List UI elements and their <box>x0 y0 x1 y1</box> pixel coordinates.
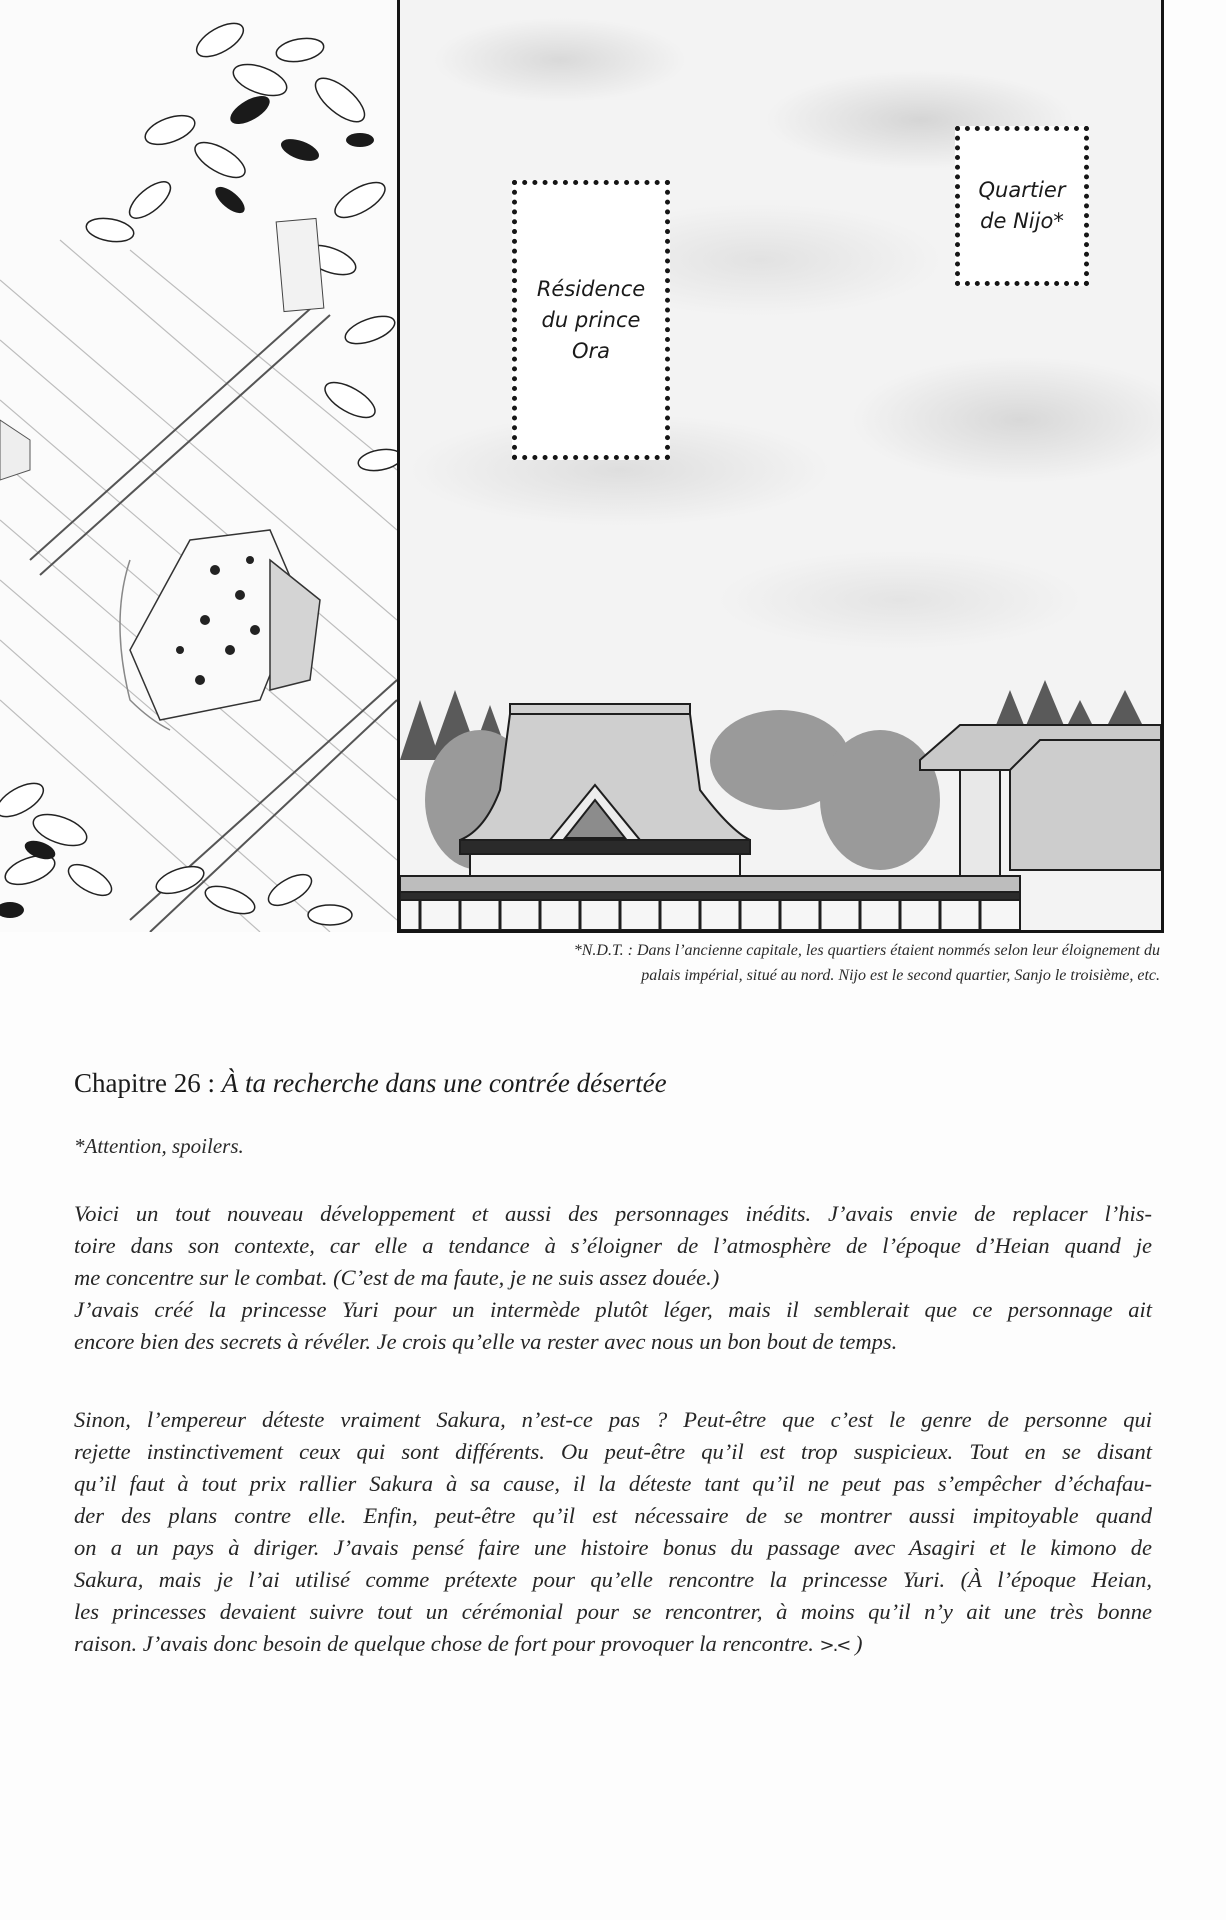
spoiler-warning: *Attention, spoilers. <box>74 1134 244 1158</box>
side-halls <box>920 725 1161 880</box>
paragraph-line-text: raison. J’avais donc besoin de quelque chose de fort pour provoquer la rencontre. <box>74 1631 814 1656</box>
chapter-title: À ta recherche dans une contrée désertée <box>221 1068 667 1098</box>
paragraph-line: rejette instinctivement ceux qui sont différents. Ou peut-être qu’il est trop suspicieux. Tout en se disant <box>74 1439 1152 1464</box>
closing-paren: ) <box>849 1631 863 1656</box>
paragraph-last-line <box>74 1628 1152 1662</box>
footnote-line-2: palais impérial, situé au nord. Nijo est le second quartier, Sanjo le troisième, etc. <box>641 967 1160 984</box>
leaves-top <box>84 17 397 474</box>
paragraph-line: Sakura, mais je l’ai utilisé comme prétexte pour qu’elle rencontre la princesse Yuri. (À l’époque Heian, <box>74 1567 1152 1592</box>
right-illustration-panel <box>397 0 1164 933</box>
chapter-separator: : <box>200 1068 222 1098</box>
emoticon: >.< <box>819 1635 850 1656</box>
paragraph-line: qu’il faut à tout prix rallier Sakura à sa cause, il la déteste tant qu’il ne peut pas s’empêcher d’échafau- <box>74 1471 1152 1496</box>
veranda-drawing <box>0 0 397 932</box>
chapter-heading <box>74 1068 667 1099</box>
left-illustration-panel <box>0 0 397 932</box>
paragraph-line: Sinon, l’empereur déteste vraiment Sakura, n’est-ce pas ? Peut-être que c’est le genre de personne qui <box>74 1407 1152 1432</box>
paragraph-line: J’avais créé la princesse Yuri pour un intermède plutôt léger, mais il semblerait que ce personnage ait <box>74 1297 1152 1322</box>
caption-residence-prince-ora <box>512 180 670 460</box>
paragraph-line: encore bien des secrets à révéler. Je crois qu’elle va rester avec nous un bon bout de temps. <box>74 1329 898 1354</box>
pillar-shape <box>0 420 30 480</box>
main-hall <box>460 704 750 876</box>
caption-residence-text: Résidence du prince Ora <box>536 276 646 363</box>
translator-footnote <box>400 938 1160 988</box>
caption-nijo-text: Quartier de Nijo* <box>978 178 1066 233</box>
paragraph-2 <box>74 1404 1152 1662</box>
paragraph-line: me concentre sur le combat. (C’est de ma faute, je ne suis assez douée.) <box>74 1265 720 1290</box>
front-wall <box>400 876 1020 930</box>
caption-quartier-nijo <box>955 126 1089 286</box>
kimono-figure <box>120 530 320 730</box>
post-shape <box>276 218 324 311</box>
chapter-label: Chapitre 26 <box>74 1068 201 1098</box>
paragraph-line: on a un pays à diriger. J’avais pensé faire une histoire bonus du passage avec Asagiri et le kimono de <box>74 1535 1152 1560</box>
paragraph-line: der des plans contre elle. Enfin, peut-être qu’il est nécessaire de se montrer aussi impitoyable quand <box>74 1503 1152 1528</box>
paragraph-1 <box>74 1198 1152 1358</box>
footnote-line-1: *N.D.T. : Dans l’ancienne capitale, les quartiers étaient nommés selon leur éloignement du <box>573 942 1160 959</box>
paragraph-line: toire dans son contexte, car elle a tendance à s’éloigner de l’atmosphère de l’époque d’Heian quand je <box>74 1233 1152 1258</box>
paragraph-line: Voici un tout nouveau développement et aussi des personnages inédits. J’avais envie de replacer l’his- <box>74 1201 1152 1226</box>
paragraph-line: les princesses devaient suivre tout un cérémonial pour se rencontrer, à moins qu’il n’y ait une très bonne <box>74 1599 1152 1624</box>
